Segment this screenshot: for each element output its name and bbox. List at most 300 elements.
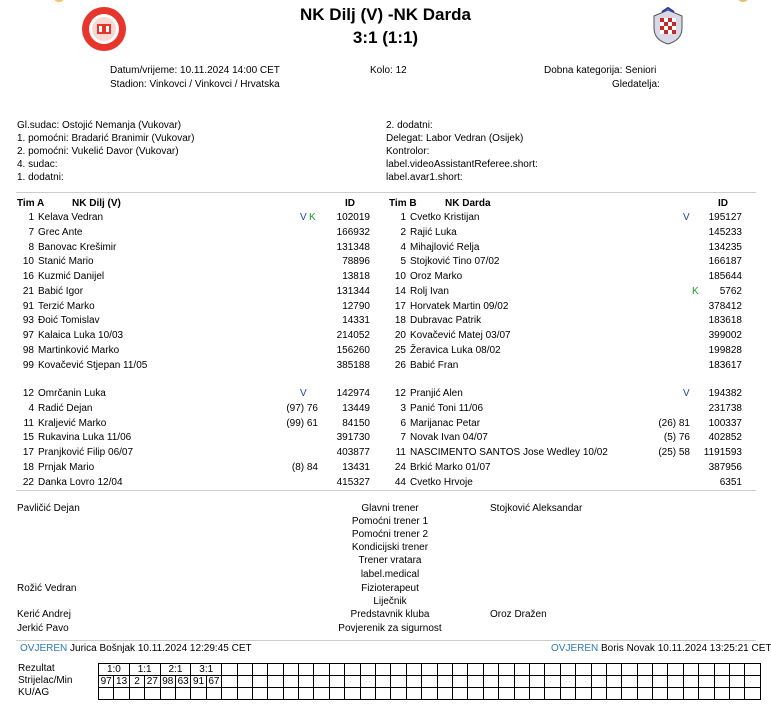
player-name: Kovačević Stjepan 11/05	[38, 359, 148, 371]
player-number: 22	[22, 476, 34, 488]
head-referee: Gl.sudac: Ostojić Nemanja (Vukovar)	[17, 120, 182, 131]
player-row	[0, 211, 771, 225]
captain-k-mark: K	[309, 212, 316, 223]
result-cell	[576, 664, 591, 676]
team-b-name: NK Darda	[445, 198, 491, 209]
staff-role: Pomoćni trener 1	[351, 516, 429, 527]
player-number: 8	[28, 241, 34, 253]
result-cell	[730, 664, 745, 676]
player-id: 378412	[708, 300, 742, 312]
result-cell	[714, 664, 729, 676]
result-cell	[222, 664, 237, 676]
player-number: 18	[394, 315, 406, 327]
match-datetime: Datum/vrijeme: 10.11.2024 14:00 CET	[110, 65, 280, 76]
player-number: 12	[22, 388, 34, 399]
captain-v-mark: V	[300, 388, 307, 399]
player-id: 185644	[708, 271, 742, 282]
player-id: 14331	[342, 315, 370, 327]
ku-ag-cell	[222, 688, 237, 700]
player-number: 4	[400, 241, 406, 253]
scorer-cell	[745, 676, 760, 688]
player-row	[0, 359, 771, 373]
player-id: 12790	[342, 300, 370, 312]
player-id: 13449	[342, 402, 370, 414]
result-cell	[345, 664, 360, 676]
player-number: 99	[22, 359, 34, 371]
scorer-cell	[637, 676, 652, 688]
result-cell	[391, 664, 406, 676]
ku-ag-cell	[391, 688, 406, 700]
scorer-cell	[514, 676, 529, 688]
staff-role: Fizioterapeut	[361, 583, 419, 594]
ku-ag-cell	[545, 688, 560, 700]
verified-tag: OVJEREN	[551, 643, 599, 654]
player-number: 3	[400, 402, 406, 414]
player-number: 6	[400, 417, 406, 429]
controller: Kontrolor:	[386, 146, 430, 157]
ku-ag-cell	[560, 688, 575, 700]
player-id: 231738	[708, 402, 742, 414]
avar-referee: label.avar1.short:	[386, 172, 463, 183]
player-id: 387956	[708, 461, 742, 473]
result-cell	[606, 664, 621, 676]
ku-ag-cell	[483, 688, 498, 700]
player-number: 4	[28, 402, 34, 414]
result-cell	[268, 664, 283, 676]
match-title: NK Dilj (V) -NK Darda	[300, 5, 471, 24]
fourth-official: 4. sudac:	[17, 159, 58, 170]
substitution-info: (5) 76	[663, 432, 690, 444]
spectators: Gledatelja:	[612, 79, 660, 90]
player-name: Mihajlović Relja	[410, 241, 480, 253]
player-name: Horvatek Martin 09/02	[410, 300, 509, 312]
officials-right	[386, 119, 538, 184]
player-name: Kuzmić Danijel	[38, 271, 105, 282]
player-number: 97	[22, 330, 34, 341]
result-cell	[699, 664, 714, 676]
staff-member: Pavličić Dejan	[17, 503, 80, 514]
player-id: 166932	[336, 226, 370, 238]
player-id: 156260	[336, 344, 370, 356]
scorer-cell	[468, 676, 483, 688]
result-cell	[299, 664, 314, 676]
staff-member: Kerić Andrej	[17, 609, 71, 620]
player-row	[0, 417, 771, 431]
scorer-cell	[576, 676, 591, 688]
player-number: 14	[394, 285, 406, 297]
staff-role: Kondicijski trener	[351, 542, 429, 553]
ku-ag-cell	[514, 688, 529, 700]
scorer-cell	[622, 676, 637, 688]
result-row-labels	[18, 663, 72, 699]
player-number: 15	[22, 432, 34, 444]
team-b-label: Tim B	[389, 198, 417, 209]
additional-referee-1: 1. dodatni:	[17, 172, 64, 183]
var-referee: label.videoAssistantReferee.short:	[386, 159, 538, 170]
player-id: 142974	[336, 388, 370, 399]
player-name: Omrčanin Luka	[38, 388, 106, 399]
player-name: Brkić Marko 01/07	[410, 461, 491, 473]
scorer-cell	[606, 676, 621, 688]
player-row	[0, 431, 771, 445]
ku-ag-cell	[406, 688, 421, 700]
result-cell	[683, 664, 698, 676]
player-id: 385188	[336, 359, 370, 371]
player-number: 7	[400, 432, 406, 444]
substitution-info: (26) 81	[658, 417, 690, 429]
player-number: 18	[22, 461, 34, 473]
result-cell	[406, 664, 421, 676]
ku-ag-label: KU/AG	[18, 687, 50, 698]
result-cell	[637, 664, 652, 676]
player-id: 78896	[342, 256, 370, 268]
ku-ag-cell	[329, 688, 344, 700]
scorer-cell	[314, 676, 329, 688]
staff-role: Liječnik	[373, 596, 407, 607]
staff-role: Trener vratara	[358, 555, 422, 566]
assistant-referee-1: 1. pomoćni: Bradarić Branimir (Vukovar)	[17, 133, 195, 144]
substitution-info: (25) 58	[658, 447, 690, 458]
scorer-cell	[283, 676, 298, 688]
ku-ag-cell	[283, 688, 298, 700]
match-stadium: Stadion: Vinkovci / Vinkovci / Hrvatska	[110, 79, 280, 90]
player-number: 98	[22, 344, 34, 356]
player-id: 6351	[719, 476, 742, 488]
result-cell	[514, 664, 529, 676]
player-row	[0, 461, 771, 475]
result-cell	[668, 664, 683, 676]
result-score-cell: 1:1	[129, 664, 160, 676]
player-id: 100337	[708, 417, 742, 429]
player-number: 91	[22, 300, 34, 312]
scorer-cell	[391, 676, 406, 688]
scorer-cell	[683, 676, 698, 688]
captain-v-mark: V	[300, 212, 307, 223]
ku-ag-cell	[699, 688, 714, 700]
result-cell	[452, 664, 467, 676]
ku-ag-cell	[622, 688, 637, 700]
result-label: Rezultat	[18, 663, 55, 674]
scorer-cell	[360, 676, 375, 688]
ku-ag-cell	[591, 688, 606, 700]
scorer-cell	[560, 676, 575, 688]
ku-ag-cell	[252, 688, 267, 700]
ku-ag-cell	[637, 688, 652, 700]
player-id: 403877	[336, 447, 370, 458]
substitution-info: (99) 61	[286, 417, 318, 429]
player-number: 17	[394, 300, 406, 312]
verified-text: Boris Novak 10.11.2024 13:25:21 CET	[601, 643, 771, 654]
ku-ag-cell	[376, 688, 391, 700]
ku-ag-cell	[576, 688, 591, 700]
ku-ag-cell	[437, 688, 452, 700]
delegate: Delegat: Labor Vedran (Osijek)	[386, 133, 524, 144]
scorer-cell	[406, 676, 421, 688]
ku-ag-cell	[452, 688, 467, 700]
verification-right	[551, 643, 771, 654]
player-name: Kraljević Marko	[38, 417, 107, 429]
player-id: 131348	[336, 241, 370, 253]
player-number: 7	[28, 226, 34, 238]
scorer-cell	[452, 676, 467, 688]
substitution-info: (97) 76	[286, 402, 318, 414]
captain-k-mark: K	[692, 285, 699, 297]
verified-text: Jurica Bošnjak 10.11.2024 12:29:45 CET	[70, 643, 252, 654]
result-table	[98, 663, 761, 700]
age-category: Dobna kategorija: Seniori	[544, 65, 657, 76]
player-id: 415327	[336, 476, 370, 488]
staff-role: Glavni trener	[361, 503, 419, 514]
player-name: Kelava Vedran	[38, 212, 104, 223]
player-name: Stanić Mario	[38, 256, 94, 268]
player-name: Žeravica Luka 08/02	[410, 344, 501, 356]
player-row	[0, 300, 771, 314]
result-cell	[483, 664, 498, 676]
player-id: 183617	[708, 359, 742, 371]
player-row	[0, 387, 771, 401]
ku-ag-cell	[360, 688, 375, 700]
captain-v-mark: V	[683, 388, 690, 399]
player-row	[0, 402, 771, 416]
result-cell	[745, 664, 760, 676]
player-id: 84150	[342, 417, 370, 429]
ku-ag-cell	[175, 688, 190, 700]
player-number: 5	[400, 256, 406, 268]
result-cell	[545, 664, 560, 676]
team-a-label: Tim A	[17, 198, 45, 209]
scorer-cell	[699, 676, 714, 688]
staff-role: Povjerenik za sigurnost	[338, 623, 442, 634]
scorer-cell	[668, 676, 683, 688]
player-name: Pranjković Filip 06/07	[38, 447, 134, 458]
player-number: 11	[23, 417, 34, 429]
ku-ag-cell	[314, 688, 329, 700]
player-name: Babić Fran	[410, 359, 459, 371]
substitution-info: (8) 84	[291, 461, 318, 473]
result-score-cell: 2:1	[160, 664, 191, 676]
player-name: Babić Igor	[38, 285, 84, 297]
player-number: 26	[394, 359, 406, 371]
result-cell	[437, 664, 452, 676]
ku-ag-cell	[714, 688, 729, 700]
player-name: Panić Toni 11/06	[410, 402, 484, 414]
player-id: 199828	[708, 344, 742, 356]
ku-ag-cell	[129, 688, 144, 700]
player-id: 399002	[708, 330, 742, 341]
ku-ag-cell	[606, 688, 621, 700]
ku-ag-cell	[237, 688, 252, 700]
player-name: Radić Dejan	[38, 402, 93, 414]
verification-left	[20, 643, 252, 654]
player-number: 24	[394, 461, 406, 473]
team-a-name: NK Dilj (V)	[72, 198, 121, 209]
result-score-cell: 1:0	[99, 664, 130, 676]
scorer-cell: 27	[145, 676, 160, 688]
scorer-cell	[529, 676, 544, 688]
player-name: Rukavina Luka 11/06	[38, 432, 132, 444]
result-cell	[237, 664, 252, 676]
staff-role: Predstavnik kluba	[350, 609, 430, 620]
ku-ag-cell	[683, 688, 698, 700]
result-cell	[560, 664, 575, 676]
scorer-cell: 98	[160, 676, 175, 688]
player-row	[0, 314, 771, 328]
player-row	[0, 476, 771, 490]
player-name: Rajić Luka	[410, 226, 457, 238]
player-name: Dubravac Patrik	[410, 315, 482, 327]
ku-ag-cell	[114, 688, 129, 700]
staff-role: Pomoćni trener 2	[351, 529, 429, 540]
staff-role: label.medical	[360, 569, 420, 580]
ku-ag-cell	[730, 688, 745, 700]
player-id: 1191593	[703, 447, 742, 458]
staff-member: Oroz Dražen	[490, 609, 547, 620]
player-name: Marijanac Petar	[410, 417, 481, 429]
scorer-cell	[237, 676, 252, 688]
result-cell	[252, 664, 267, 676]
scorer-cell: 91	[191, 676, 206, 688]
scorer-cell	[422, 676, 437, 688]
scorer-cell	[299, 676, 314, 688]
result-cell	[653, 664, 668, 676]
result-cell	[591, 664, 606, 676]
divider	[16, 192, 756, 193]
scorer-cell	[329, 676, 344, 688]
result-score-cell: 3:1	[191, 664, 222, 676]
player-id: 5762	[719, 285, 742, 297]
captain-v-mark: V	[683, 212, 690, 223]
player-name: Pranjić Alen	[410, 388, 463, 399]
player-row	[0, 344, 771, 358]
player-number: 21	[22, 285, 34, 297]
scorer-cell	[222, 676, 237, 688]
player-number: 93	[22, 315, 34, 327]
player-name: Đoić Tomislav	[38, 315, 100, 327]
result-cell	[468, 664, 483, 676]
result-cell	[622, 664, 637, 676]
result-cell	[329, 664, 344, 676]
player-name: Cvetko Kristijan	[410, 212, 480, 223]
ku-ag-cell	[468, 688, 483, 700]
result-cell	[283, 664, 298, 676]
result-cell	[422, 664, 437, 676]
scorer-cell: 2	[129, 676, 144, 688]
result-cell	[360, 664, 375, 676]
player-number: 25	[394, 344, 406, 356]
scorer-label: Strijelac/Min	[18, 675, 73, 686]
player-name: Martinković Marko	[38, 344, 120, 356]
scorer-cell: 13	[114, 676, 129, 688]
ku-ag-cell	[268, 688, 283, 700]
player-number: 11	[395, 447, 406, 458]
match-score: 3:1 (1:1)	[352, 28, 419, 47]
player-id: 391730	[336, 432, 370, 444]
ku-ag-cell	[653, 688, 668, 700]
result-cell	[529, 664, 544, 676]
scorer-cell	[545, 676, 560, 688]
player-number: 16	[22, 271, 34, 282]
player-name: Kovačević Matej 03/07	[410, 330, 511, 341]
player-row	[0, 270, 771, 284]
player-number: 20	[394, 330, 406, 341]
result-cell	[376, 664, 391, 676]
player-id: 134235	[708, 241, 742, 253]
ku-ag-cell	[299, 688, 314, 700]
player-name: Oroz Marko	[410, 271, 463, 282]
ku-ag-cell	[206, 688, 221, 700]
player-row	[0, 255, 771, 269]
ku-ag-cell	[529, 688, 544, 700]
verified-tag: OVJEREN	[20, 643, 68, 654]
player-number: 12	[394, 388, 406, 399]
result-cell	[314, 664, 329, 676]
team-a-id-header: ID	[345, 198, 355, 209]
scorer-cell	[345, 676, 360, 688]
player-name: Cvetko Hrvoje	[410, 476, 473, 488]
scorer-cell	[437, 676, 452, 688]
player-id: 13818	[342, 271, 370, 282]
ku-ag-cell	[99, 688, 114, 700]
player-number: 10	[394, 271, 406, 282]
scorer-cell: 63	[175, 676, 190, 688]
player-number: 17	[22, 447, 34, 458]
ku-ag-cell	[345, 688, 360, 700]
player-name: Danka Lovro 12/04	[38, 476, 123, 488]
player-name: Terzić Marko	[38, 300, 95, 312]
scorer-cell: 67	[206, 676, 221, 688]
ku-ag-cell	[668, 688, 683, 700]
player-name: Grec Ante	[38, 226, 83, 238]
player-id: 102019	[336, 212, 370, 223]
player-name: Novak Ivan 04/07	[410, 432, 488, 444]
player-id: 195127	[708, 212, 742, 223]
player-id: 214052	[336, 330, 370, 341]
player-id: 131344	[336, 285, 370, 297]
scorer-cell	[591, 676, 606, 688]
result-cell	[499, 664, 514, 676]
scorer-cell	[268, 676, 283, 688]
assistant-referee-2: 2. pomoćni: Vukelić Davor (Vukovar)	[17, 146, 179, 157]
ku-ag-cell	[745, 688, 760, 700]
ku-ag-cell	[191, 688, 206, 700]
ku-ag-cell	[160, 688, 175, 700]
player-row	[0, 446, 771, 460]
additional-referee-2: 2. dodatni:	[386, 120, 433, 131]
scorer-cell	[483, 676, 498, 688]
player-name: Prnjak Mario	[38, 461, 95, 473]
divider	[16, 490, 756, 491]
ku-ag-cell	[499, 688, 514, 700]
officials-left	[17, 119, 194, 184]
team-b-id-header: ID	[718, 198, 728, 209]
staff-member: Jerkić Pavo	[17, 623, 69, 634]
player-number: 1	[28, 212, 34, 223]
scorer-cell: 97	[99, 676, 114, 688]
player-number: 10	[22, 256, 34, 268]
player-id: 402852	[708, 432, 742, 444]
player-id: 183618	[708, 315, 742, 327]
divider	[16, 640, 756, 641]
ku-ag-cell	[145, 688, 160, 700]
scorer-cell	[376, 676, 391, 688]
player-row	[0, 285, 771, 299]
player-name: NASCIMENTO SANTOS Jose Wedley 10/02	[410, 447, 608, 458]
player-id: 194382	[708, 388, 742, 399]
player-number: 44	[394, 476, 406, 488]
player-name: Stojković Tino 07/02	[410, 256, 500, 268]
ku-ag-cell	[422, 688, 437, 700]
scorer-cell	[499, 676, 514, 688]
